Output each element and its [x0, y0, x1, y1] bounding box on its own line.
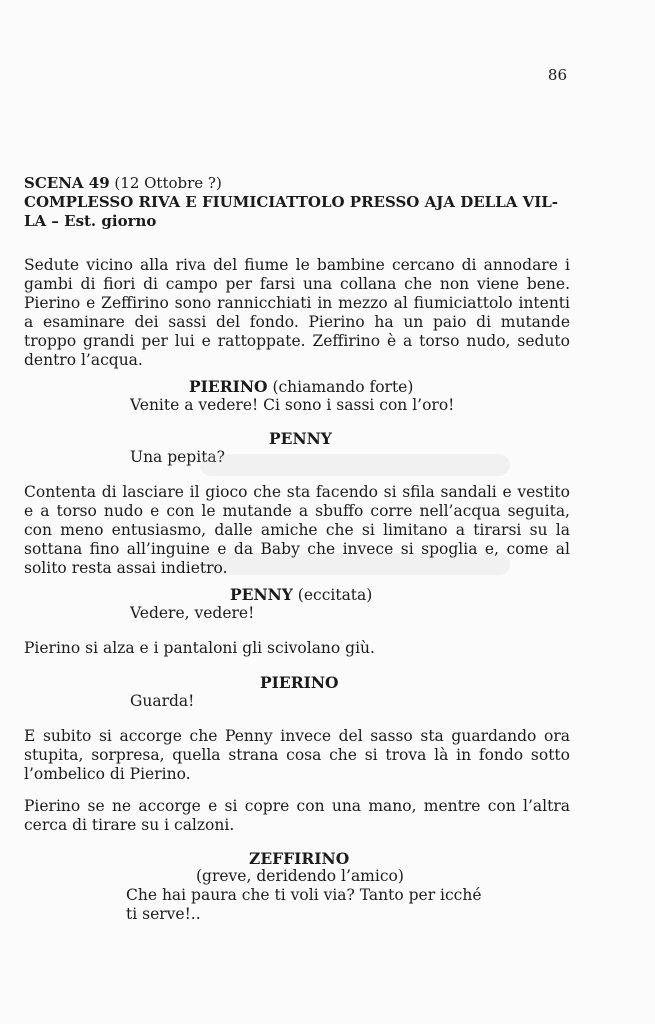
character-name: PENNY — [269, 429, 332, 448]
dialogue-line-2: Una pepita? — [130, 448, 225, 466]
scene-label-line — [24, 174, 574, 193]
character-cue-pierino-2 — [260, 673, 339, 693]
dialogue-line-5b: ti serve!.. — [126, 905, 201, 923]
dialogue-line-3: Vedere, vedere! — [130, 604, 255, 622]
scene-title-line1: COMPLESSO RIVA E FIUMICIATTOLO PRESSO AJA DELLA VIL- — [24, 193, 559, 211]
dialogue-line-4: Guarda! — [130, 692, 195, 710]
action-paragraph-2: Contenta di lasciare il gioco che sta facendo si sfila sandali e vestito e a torso nudo e con le mutande a sbuffo corre nell’acqua seguita, con meno entusiasmo, dalle amiche che si limitano a tirarsi su la sottana fino all’inguine e da Baby che invece si spoglia e, come al solito resta assai indietro. — [24, 483, 570, 577]
character-name: PIERINO — [189, 377, 268, 396]
character-cue-pierino-1 — [189, 377, 413, 397]
dialogue-line-1: Venite a vedere! Ci sono i sassi con l’oro! — [130, 396, 455, 414]
dialogue-line-5a: Che hai paura che ti voli via? Tanto per icché — [126, 886, 482, 904]
character-cue-penny-2 — [230, 585, 372, 605]
action-paragraph-3: Pierino si alza e i pantaloni gli scivolano giù. — [24, 639, 375, 657]
scene-label: SCENA 49 — [24, 174, 110, 192]
character-name: PENNY — [230, 585, 293, 604]
action-paragraph-5: Pierino se ne accorge e si copre con una mano, mentre con l’altra cerca di tirare su i calzoni. — [24, 797, 570, 834]
character-cue-zeffirino — [249, 849, 349, 869]
scene-date: (12 Ottobre ?) — [109, 174, 222, 192]
scene-title-line2: LA – Est. giorno — [24, 212, 157, 230]
parenthetical-zeffirino: (greve, deridendo l’amico) — [196, 867, 404, 885]
action-paragraph-1: Sedute vicino alla riva del fiume le bambine cercano di annodare i gambi di fiori di campo per farsi una collana che non viene bene. Pierino e Zeffirino sono rannicchiati in mezzo al fiumiciattolo intenti a esaminare dei sassi del fondo. Pierino ha un paio di mutande troppo grandi per lui e rattoppate. Zeffirino è a torso nudo, seduto dentro l’acqua. — [24, 256, 570, 369]
page-number: 86 — [547, 66, 567, 84]
action-paragraph-4: E subito si accorge che Penny invece del sasso sta guardando ora stupita, sorpresa, quella strana cosa che si trova là in fondo sotto l’ombelico di Pierino. — [24, 727, 570, 783]
scene-heading — [24, 174, 574, 231]
parenthetical: (eccitata) — [292, 586, 373, 604]
watermark-band-1 — [200, 454, 510, 476]
character-name: PIERINO — [260, 673, 339, 692]
character-cue-penny-1 — [269, 429, 332, 449]
character-name: ZEFFIRINO — [249, 849, 350, 868]
parenthetical: (chiamando forte) — [267, 378, 414, 396]
